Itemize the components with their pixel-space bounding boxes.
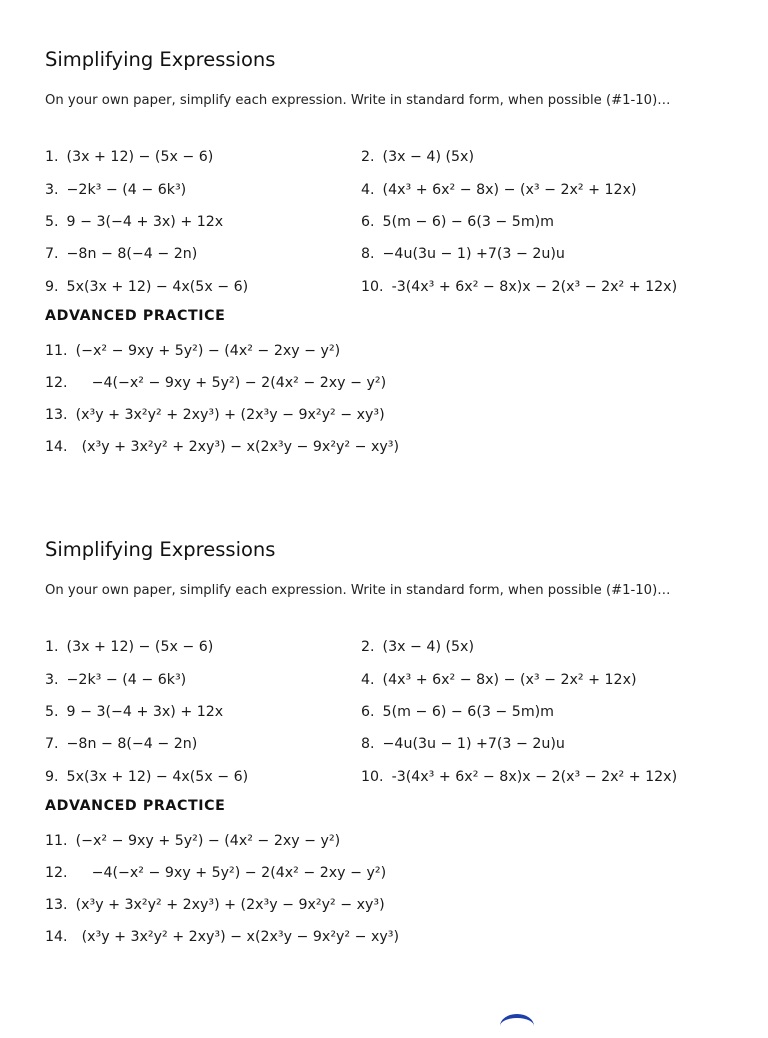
problem-10 (361, 278, 677, 296)
problem-10 (361, 768, 677, 786)
problem-expression: −8n − 8(−4 − 2n) (66, 246, 198, 262)
problem-expression: −2k³ − (4 − 6k³) (66, 672, 187, 688)
problem-expression: (3x + 12) − (5x − 6) (66, 149, 214, 165)
problem-number: 9. (45, 769, 59, 785)
problem-9 (45, 768, 248, 786)
problem-number: 11. (45, 833, 68, 849)
problem-number: 13. (45, 897, 68, 913)
problem-1 (45, 638, 213, 656)
problem-number: 2. (361, 149, 375, 165)
problem-number: 3. (45, 672, 59, 688)
problem-number: 12. (45, 375, 68, 391)
problem-2 (361, 148, 474, 166)
problem-number: 1. (45, 639, 59, 655)
worksheet-instructions: On your own paper, simplify each expression. Write in standard form, when possible (#1-10)… (45, 93, 671, 108)
advanced-practice-heading: ADVANCED PRACTICE (45, 308, 226, 324)
problem-6 (361, 213, 554, 231)
problem-expression: (3x − 4) (5x) (382, 149, 474, 165)
problem-12 (45, 374, 386, 392)
worksheet-instructions: On your own paper, simplify each expression. Write in standard form, when possible (#1-10)… (45, 583, 671, 598)
problem-13 (45, 896, 385, 914)
problem-expression: (3x + 12) − (5x − 6) (66, 639, 214, 655)
problem-expression: (−x² − 9xy + 5y²) − (4x² − 2xy − y²) (75, 343, 341, 359)
problem-number: 6. (361, 704, 375, 720)
problem-4 (361, 181, 637, 199)
problem-expression: (x³y + 3x²y² + 2xy³) − x(2x³y − 9x²y² − xy³) (81, 439, 400, 455)
advanced-practice-heading: ADVANCED PRACTICE (45, 798, 226, 814)
problem-expression: -3(4x³ + 6x² − 8x)x − 2(x³ − 2x² + 12x) (391, 769, 678, 785)
problem-number: 14. (45, 439, 68, 455)
problem-expression: -3(4x³ + 6x² − 8x)x − 2(x³ − 2x² + 12x) (391, 279, 678, 295)
problem-13 (45, 406, 385, 424)
problem-expression: −4u(3u − 1) +7(3 − 2u)u (382, 736, 565, 752)
worksheet-title: Simplifying Expressions (45, 538, 276, 561)
problem-11 (45, 342, 340, 360)
partial-logo-mark (500, 1014, 534, 1038)
problem-expression: −4(−x² − 9xy + 5y²) − 2(4x² − 2xy − y²) (91, 375, 387, 391)
problem-expression: 5(m − 6) − 6(3 − 5m)m (382, 214, 555, 230)
problem-expression: −4u(3u − 1) +7(3 − 2u)u (382, 246, 565, 262)
problem-number: 2. (361, 639, 375, 655)
problem-7 (45, 735, 197, 753)
problem-number: 10. (361, 279, 384, 295)
problem-number: 7. (45, 736, 59, 752)
problem-number: 4. (361, 182, 375, 198)
problem-9 (45, 278, 248, 296)
problem-expression: −4(−x² − 9xy + 5y²) − 2(4x² − 2xy − y²) (91, 865, 387, 881)
problem-14 (45, 928, 399, 946)
problem-number: 4. (361, 672, 375, 688)
problem-number: 8. (361, 736, 375, 752)
problem-number: 7. (45, 246, 59, 262)
problem-5 (45, 213, 223, 231)
problem-expression: 5x(3x + 12) − 4x(5x − 6) (66, 279, 249, 295)
problem-14 (45, 438, 399, 456)
problem-expression: (x³y + 3x²y² + 2xy³) + (2x³y − 9x²y² − xy³) (75, 407, 385, 423)
problem-5 (45, 703, 223, 721)
problem-3 (45, 671, 186, 689)
problem-number: 10. (361, 769, 384, 785)
problem-6 (361, 703, 554, 721)
problem-number: 9. (45, 279, 59, 295)
problem-8 (361, 735, 565, 753)
problem-number: 11. (45, 343, 68, 359)
problem-expression: (4x³ + 6x² − 8x) − (x³ − 2x² + 12x) (382, 182, 637, 198)
problem-1 (45, 148, 213, 166)
problem-expression: (4x³ + 6x² − 8x) − (x³ − 2x² + 12x) (382, 672, 637, 688)
problem-expression: (x³y + 3x²y² + 2xy³) + (2x³y − 9x²y² − xy³) (75, 897, 385, 913)
problem-expression: 5(m − 6) − 6(3 − 5m)m (382, 704, 555, 720)
problem-number: 1. (45, 149, 59, 165)
worksheet-title: Simplifying Expressions (45, 48, 276, 71)
problem-expression: −2k³ − (4 − 6k³) (66, 182, 187, 198)
problem-11 (45, 832, 340, 850)
problem-number: 8. (361, 246, 375, 262)
problem-number: 13. (45, 407, 68, 423)
problem-expression: (3x − 4) (5x) (382, 639, 474, 655)
problem-number: 6. (361, 214, 375, 230)
problem-2 (361, 638, 474, 656)
problem-number: 5. (45, 214, 59, 230)
problem-7 (45, 245, 197, 263)
problem-4 (361, 671, 637, 689)
problem-expression: 9 − 3(−4 + 3x) + 12x (66, 214, 224, 230)
problem-number: 12. (45, 865, 68, 881)
problem-expression: (−x² − 9xy + 5y²) − (4x² − 2xy − y²) (75, 833, 341, 849)
problem-number: 5. (45, 704, 59, 720)
problem-number: 3. (45, 182, 59, 198)
problem-expression: 5x(3x + 12) − 4x(5x − 6) (66, 769, 249, 785)
problem-expression: −8n − 8(−4 − 2n) (66, 736, 198, 752)
problem-12 (45, 864, 386, 882)
problem-8 (361, 245, 565, 263)
problem-expression: 9 − 3(−4 + 3x) + 12x (66, 704, 224, 720)
problem-3 (45, 181, 186, 199)
problem-expression: (x³y + 3x²y² + 2xy³) − x(2x³y − 9x²y² − xy³) (81, 929, 400, 945)
problem-number: 14. (45, 929, 68, 945)
